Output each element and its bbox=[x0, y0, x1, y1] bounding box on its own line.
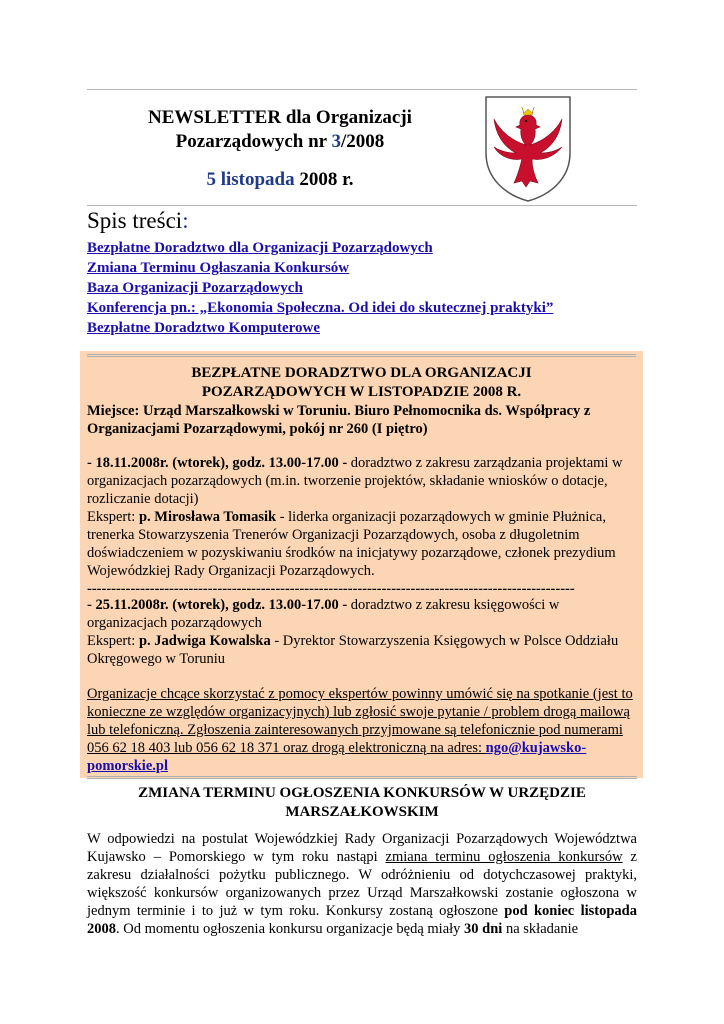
toc-item[interactable] bbox=[87, 258, 553, 278]
consulting-box bbox=[80, 351, 643, 778]
dashed-separator: ----------------------------------------------------------------------------------------------------- bbox=[87, 582, 575, 596]
coat-of-arms-icon bbox=[482, 93, 574, 203]
toc-link-zmiana-terminu[interactable]: Zmiana Terminu Ogłaszania Konkursów bbox=[87, 260, 350, 276]
box-top-rule bbox=[87, 354, 636, 357]
box-bottom-rule bbox=[87, 776, 637, 779]
newsletter-header bbox=[120, 106, 440, 192]
toc-link-konferencja[interactable]: Konferencja pn.: „Ekonomia Społeczna. Od idei do skutecznej praktyki” bbox=[87, 300, 554, 316]
newsletter-date: 5 listopada 2008 r. bbox=[206, 169, 354, 190]
entry-1: - 18.11.2008r. (wtorek), godz. 13.00-17.00 - doradztwo z zakresu zarządzania projektami w organizacjach pozarządowych (m.in. tworzenie projektów, składanie wniosków o dotacje, rozliczanie dotacji) bbox=[87, 455, 623, 507]
toc-item[interactable] bbox=[87, 278, 553, 298]
email-link[interactable]: ngo@kujawsko-pomorskie.pl bbox=[87, 740, 587, 774]
table-of-contents bbox=[87, 238, 553, 338]
entry-2: - 25.11.2008r. (wtorek), godz. 13.00-17.00 - doradztwo z zakresu księgowości w organizacjach pozarządowych bbox=[87, 597, 560, 631]
toc-link-doradztwo-komputerowe[interactable]: Bezpłatne Doradztwo Komputerowe bbox=[87, 320, 321, 336]
top-rule bbox=[87, 89, 637, 90]
header-bottom-rule bbox=[87, 205, 637, 206]
toc-title: Spis treści: bbox=[87, 208, 189, 233]
issue-number: 3 bbox=[331, 131, 342, 152]
entry-2-expert: Ekspert: p. Jadwiga Kowalska - Dyrektor Stowarzyszenia Księgowych w Polsce Oddziału Okręgowego w Toruniu bbox=[87, 633, 619, 667]
toc-item[interactable] bbox=[87, 238, 553, 258]
toc-link-doradztwo[interactable]: Bezpłatne Doradztwo dla Organizacji Pozarządowych bbox=[87, 240, 433, 256]
section2-title: ZMIANA TERMINU OGŁOSZENIA KONKURSÓW W URZĘDZIE MARSZAŁKOWSKIM bbox=[138, 785, 586, 820]
section2-body: W odpowiedzi na postulat Wojewódzkiej Rady Organizacji Pozarządowych Województwa Kujawsko – Pomorskiego w tym roku nastąpi zmiana terminu ogłoszenia konkursów z zakresu działalności pożytku publicznego. W odróżnieniu od dotychczasowej praktyki, większość konkursów organizowanych przez Urząd Marszałkowski zostanie ogłoszona w jednym terminie i to już w tym roku. Konkursy zostaną ogłoszone pod koniec listopada 2008. Od momentu ogłoszenia konkursu organizacje będą miały 30 dni na składanie bbox=[87, 831, 637, 937]
toc-link-baza[interactable]: Baza Organizacji Pozarządowych bbox=[87, 280, 303, 296]
toc-item[interactable] bbox=[87, 298, 553, 318]
highlighted-phrase: zmiana terminu ogłoszenia konkursów bbox=[385, 849, 623, 865]
box-heading: BEZPŁATNE DORADZTWO DLA ORGANIZACJI POZARZĄDOWYCH W LISTOPADZIE 2008 R. bbox=[191, 365, 532, 400]
place-info: Miejsce: Urząd Marszałkowski w Toruniu. Biuro Pełnomocnika ds. Współpracy z Organizacjami Pozarządowymi, pokój nr 260 (I piętro) bbox=[87, 403, 591, 437]
newsletter-title: NEWSLETTER dla Organizacji Pozarządowych nr 3/2008 bbox=[148, 107, 412, 152]
entry-1-expert: Ekspert: p. Mirosława Tomasik - liderka organizacji pozarządowych w gminie Płużnica, trenerka Stowarzyszenia Trenerów Organizacji Pozarządowych, osoba z długoletnim doświadczeniem w pozyskiwaniu środków na inicjatywy pozarządowe, członek prezydium Wojewódzkiej Rady Organizacji Pozarządowych. bbox=[87, 509, 616, 579]
contact-notice: Organizacje chcące skorzystać z pomocy ekspertów powinny umówić się na spotkanie (jest to konieczne ze względów organizacyjnych) lub zgłosić swoje pytanie / problem drogą mailową lub telefoniczną. Zgłoszenia zainteresowanych przyjmowane są telefonicznie pod numerami 056 62 18 403 lub 056 62 18 371 oraz drogą elektroniczną na adres: ngo@kujawsko-pomorskie.pl bbox=[87, 686, 633, 774]
toc-item[interactable] bbox=[87, 318, 553, 338]
